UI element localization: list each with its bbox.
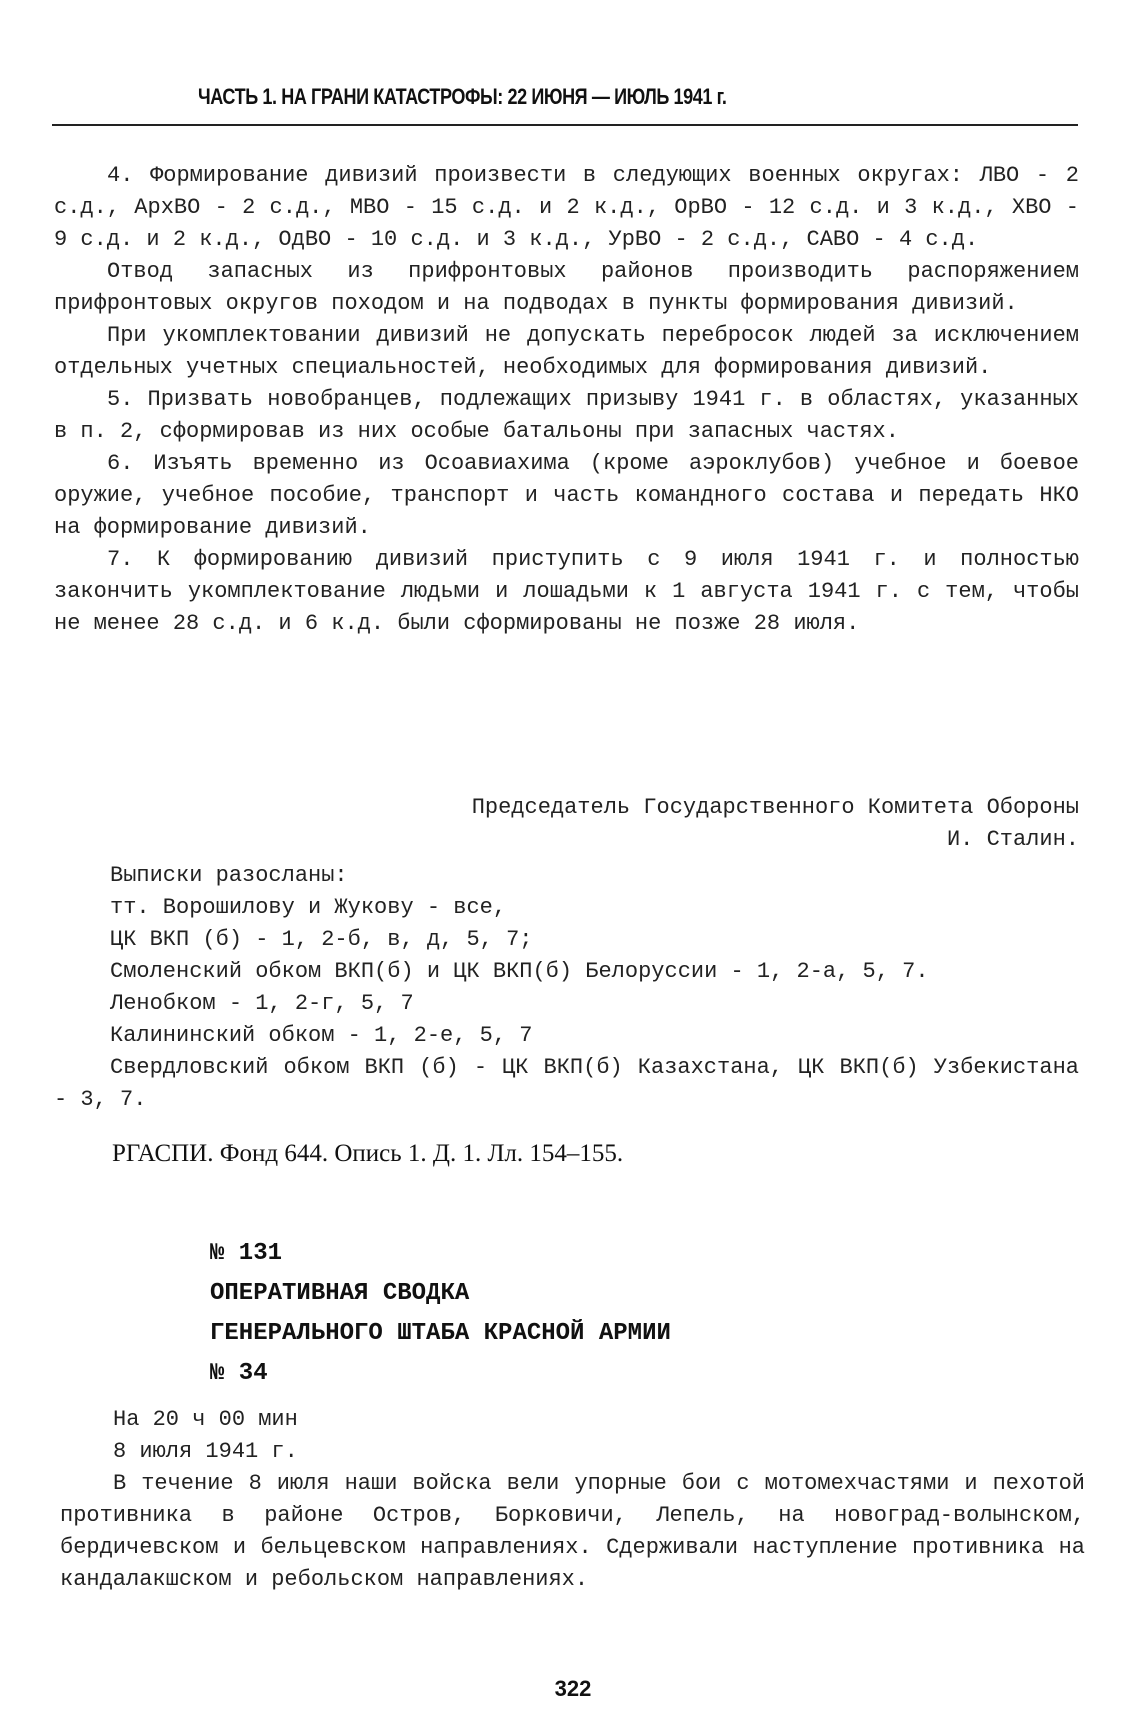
- distribution-line: Ленобком - 1, 2-г, 5, 7: [110, 991, 414, 1016]
- archive-source: РГАСПИ. Фонд 644. Опись 1. Д. 1. Лл. 154–155.: [112, 1140, 624, 1167]
- paragraph-4b: При укомплектовании дивизий не допускать перебросок людей за исключением отдельных учетных специальностей, необходимых для формирования дивизий.: [54, 323, 1079, 380]
- running-head: ЧАСТЬ 1. НА ГРАНИ КАТАСТРОФЫ: 22 ИЮНЯ — ИЮЛЬ 1941 г.: [198, 84, 727, 109]
- report-date: 8 июля 1941 г.: [113, 1439, 298, 1464]
- distribution-line: ЦК ВКП (б) - 1, 2-б, в, д, 5, 7;: [110, 927, 533, 952]
- paragraph-6: 6. Изъять временно из Осоавиахима (кроме аэроклубов) учебное и боевое оружие, учебное пособие, транспорт и часть командного состава и передать НКО на формирование дивизий.: [54, 451, 1079, 540]
- distribution-line: Калининский обком - 1, 2-е, 5, 7: [110, 1023, 533, 1048]
- paragraph-7: 7. К формированию дивизий приступить с 9 июля 1941 г. и полностью закончить укомплектование людьми и лошадьми к 1 августа 1941 г. с тем, чтобы не менее 28 с.д. и 6 к.д. были сформированы не позже 28 июля.: [54, 547, 1079, 636]
- distribution-line: Смоленский обком ВКП(б) и ЦК ВКП(б) Белоруссии - 1, 2-а, 5, 7.: [110, 959, 929, 984]
- paragraph-4a: Отвод запасных из прифронтовых районов производить распоряжением прифронтовых округов походом и на подводах в пункты формирования дивизий.: [54, 259, 1079, 316]
- document-title-line-1: ОПЕРАТИВНАЯ СВОДКА: [210, 1280, 470, 1307]
- distribution-line: Свердловский обком ВКП (б) - ЦК ВКП(б) Казахстана, ЦК ВКП(б) Узбекистана - 3, 7.: [54, 1055, 1079, 1112]
- document-title-line-2: ГЕНЕРАЛЬНОГО ШТАБА КРАСНОЙ АРМИИ: [210, 1320, 671, 1347]
- report-time: На 20 ч 00 мин: [113, 1407, 298, 1432]
- document-body: [54, 160, 1079, 640]
- paragraph-4: 4. Формирование дивизий произвести в следующих военных округах: ЛВО - 2 с.д., АрхВО - 2 с.д., МВО - 15 с.д. и 2 к.д., ОрВО - 12 с.д. и 3 к.д., ХВО - 9 с.д. и 2 к.д., ОдВО - 10 с.д. и 3 к.д., УрВО - 2 с.д., САВО - 4 с.д.: [54, 163, 1079, 252]
- document-number: № 131: [210, 1240, 283, 1267]
- page-number: 322: [554, 1676, 592, 1701]
- report-number: № 34: [210, 1360, 268, 1387]
- signature-block: [54, 792, 1079, 856]
- signature-name: И. Сталин.: [946, 827, 1079, 852]
- distribution-heading: Выписки разосланы:: [110, 863, 348, 888]
- distribution-line: тт. Ворошилову и Жукову - все,: [110, 895, 507, 920]
- distribution-list: [54, 860, 1079, 1116]
- signature-title: Председатель Государственного Комитета Обороны: [471, 795, 1079, 820]
- header-rule: [52, 124, 1078, 126]
- report-body: [60, 1404, 1085, 1596]
- report-paragraph: В течение 8 июля наши войска вели упорные бои с мотомехчастями и пехотой противника в районе Остров, Борковичи, Лепель, на новоград-волынском, бердичевском и бельцевском направлениях. Сдерживали наступление противника на кандалакшском и ребольском направлениях.: [60, 1471, 1085, 1592]
- paragraph-5: 5. Призвать новобранцев, подлежащих призыву 1941 г. в областях, указанных в п. 2, сформировав из них особые батальоны при запасных частях.: [54, 387, 1079, 444]
- document-heading: [210, 1234, 671, 1394]
